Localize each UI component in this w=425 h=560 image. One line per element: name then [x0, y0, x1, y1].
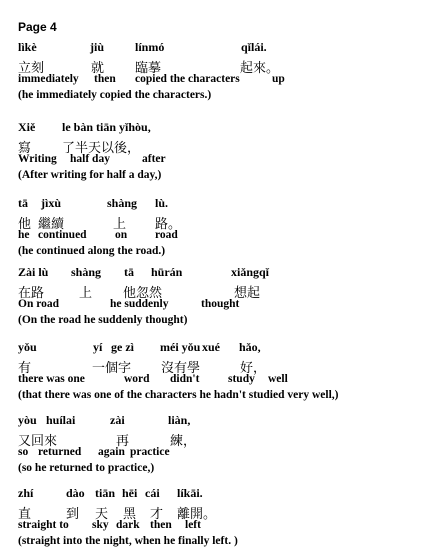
gloss-word: road — [155, 229, 178, 241]
gloss-line — [18, 73, 418, 89]
hanzi-word: 再 — [116, 434, 130, 449]
gloss-word: he suddenly — [110, 298, 169, 310]
hanzi-word: 繼續 — [38, 217, 65, 232]
hanzi-word: 寫 — [18, 141, 32, 156]
pinyin-word: shàng — [71, 265, 102, 279]
gloss-word: word — [124, 373, 150, 385]
gloss-word: up — [272, 73, 285, 85]
pinyin-word: xué — [202, 340, 220, 354]
pinyin-line — [18, 486, 418, 503]
hanzi-word: 練， — [170, 434, 197, 449]
translation-line: (he immediately copied the characters.) — [18, 89, 212, 101]
pinyin-word: ge zì — [111, 340, 134, 354]
pinyin-line — [18, 196, 418, 213]
gloss-word: On road — [18, 298, 60, 310]
translation-line: (After writing for half a day,) — [18, 169, 162, 181]
hanzi-line — [18, 357, 418, 376]
hanzi-line — [18, 57, 418, 76]
gloss-word: again — [98, 446, 125, 458]
gloss-line — [18, 229, 418, 245]
gloss-word: continued — [38, 229, 87, 241]
pinyin-word: le bàn tiān yǐhòu, — [62, 120, 151, 134]
hanzi-word: 直 — [18, 507, 32, 522]
pinyin-line — [18, 413, 418, 430]
hanzi-word: 離開。 — [177, 507, 217, 522]
hanzi-line — [18, 430, 418, 449]
gloss-word: study — [228, 373, 255, 385]
sentence-block — [18, 486, 418, 551]
pinyin-word: yǒu — [18, 340, 37, 354]
pinyin-word: hēi — [122, 486, 138, 500]
pinyin-word: liàn, — [168, 413, 191, 427]
hanzi-word: 上 — [113, 217, 127, 232]
gloss-word: returned — [38, 446, 82, 458]
hanzi-line — [18, 213, 418, 232]
hanzi-word: 上 — [79, 286, 93, 301]
pinyin-word: shàng — [107, 196, 138, 210]
hanzi-word: 有 — [18, 361, 32, 376]
hanzi-word: 起來。 — [240, 61, 280, 76]
pinyin-word: tiān — [95, 486, 116, 500]
hanzi-word: 又回來 — [18, 434, 58, 449]
gloss-word: immediately — [18, 73, 79, 85]
gloss-line — [18, 298, 418, 314]
hanzi-word: 他 — [18, 217, 32, 232]
gloss-word: dark — [116, 519, 140, 531]
hanzi-word: 到 — [66, 507, 80, 522]
pinyin-word: Xiě — [18, 120, 36, 134]
sentence-block — [18, 340, 418, 405]
gloss-word: left — [185, 519, 201, 531]
gloss-line — [18, 446, 418, 462]
hanzi-word: 沒有學 — [161, 361, 201, 376]
gloss-word: didn't — [170, 373, 200, 385]
pinyin-line — [18, 265, 418, 282]
pinyin-line — [18, 40, 418, 57]
gloss-word: Writing — [18, 153, 57, 165]
sentence-block — [18, 196, 418, 261]
gloss-word: copied the characters — [135, 73, 240, 85]
translation-line: (straight into the night, when he finally left. ) — [18, 535, 238, 547]
gloss-word: practice — [130, 446, 170, 458]
pinyin-line — [18, 340, 418, 357]
pinyin-word: cái — [145, 486, 160, 500]
pinyin-word: jìxù — [41, 196, 62, 210]
hanzi-word: 臨摹 — [135, 61, 162, 76]
pinyin-word: qǐlái. — [241, 40, 267, 54]
pinyin-word: yí — [93, 340, 103, 354]
hanzi-word: 了半天以後， — [62, 141, 141, 156]
pinyin-line — [18, 120, 418, 137]
gloss-word: on — [115, 229, 128, 241]
gloss-line — [18, 519, 418, 535]
gloss-word: sky — [92, 519, 109, 531]
pinyin-word: lìkè — [18, 40, 37, 54]
hanzi-word: 天 — [95, 507, 109, 522]
hanzi-word: 一個字 — [92, 361, 132, 376]
hanzi-line — [18, 503, 418, 522]
pinyin-word: lù. — [155, 196, 169, 210]
hanzi-word: 好， — [240, 361, 267, 376]
pinyin-word: tā — [18, 196, 28, 210]
pinyin-word: Zài lù — [18, 265, 49, 279]
pinyin-word: tā — [124, 265, 134, 279]
pinyin-word: líkāi. — [177, 486, 203, 500]
pinyin-word: línmó — [135, 40, 165, 54]
page-number: Page 4 — [18, 20, 57, 34]
hanzi-line — [18, 137, 418, 156]
gloss-word: straight to — [18, 519, 69, 531]
pinyin-word: zài — [110, 413, 125, 427]
hanzi-line — [18, 282, 418, 301]
gloss-word: half day — [70, 153, 110, 165]
pinyin-word: zhí — [18, 486, 34, 500]
sentence-block — [18, 120, 418, 185]
hanzi-word: 路。 — [155, 217, 182, 232]
hanzi-word: 就 — [91, 61, 105, 76]
gloss-word: he — [18, 229, 30, 241]
translation-line: (so he returned to practice,) — [18, 462, 155, 474]
pinyin-word: xiǎngqǐ — [231, 265, 270, 279]
translation-line: (On the road he suddenly thought) — [18, 314, 188, 326]
pinyin-word: dào — [66, 486, 85, 500]
translation-line: (that there was one of the characters he hadn't studied very well,) — [18, 389, 339, 401]
gloss-line — [18, 373, 418, 389]
pinyin-word: jiù — [90, 40, 105, 54]
hanzi-word: 想起 — [234, 286, 261, 301]
sentence-block — [18, 413, 418, 478]
gloss-line — [18, 153, 418, 169]
gloss-word: after — [142, 153, 166, 165]
sentence-block — [18, 265, 418, 330]
pinyin-word: yòu — [18, 413, 37, 427]
hanzi-word: 立刻 — [18, 61, 45, 76]
translation-line: (he continued along the road.) — [18, 245, 166, 257]
gloss-word: then — [94, 73, 116, 85]
gloss-word: there was one — [18, 373, 85, 385]
hanzi-word: 在路 — [18, 286, 45, 301]
hanzi-word: 他忽然 — [123, 286, 163, 301]
pinyin-word: huílai — [46, 413, 76, 427]
gloss-word: then — [150, 519, 172, 531]
pinyin-word: hǎo, — [239, 340, 261, 354]
gloss-word: so — [18, 446, 29, 458]
hanzi-word: 黑 — [123, 507, 137, 522]
pinyin-word: méi yǒu — [160, 340, 201, 354]
gloss-word: thought — [201, 298, 240, 310]
sentence-block — [18, 40, 418, 105]
pinyin-word: hūrán — [151, 265, 183, 279]
hanzi-word: 才 — [150, 507, 164, 522]
gloss-word: well — [268, 373, 288, 385]
